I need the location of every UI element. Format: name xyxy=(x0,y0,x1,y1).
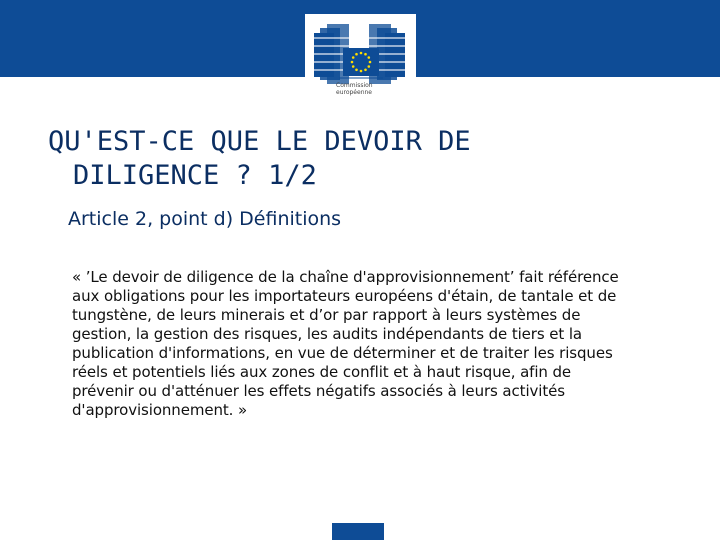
footer-bar xyxy=(332,523,384,540)
logo-text-line2: européenne xyxy=(336,89,372,96)
definition-text: « ’Le devoir de diligence de la chaîne d'approvisionnement’ fait référence aux obligations pour les importateurs européens d'étain, de tantale et de tungstène, de leurs minerais et d’or par rapport à leurs systèmes de gestion, la gestion des risques, les audits indépendants de tiers et la publication d'informations, en vue de déterminer et de traiter les risques réels et potentiels liés aux zones de conflit et à haut risque, afin de prévenir ou d'atténuer les effets négatifs associés à leurs activités d'approvisionnement. » xyxy=(72,268,619,419)
slide-subtitle: Article 2, point d) Définitions xyxy=(68,208,342,230)
slide-title-line1: QU'EST-CE QUE LE DEVOIR DE xyxy=(48,126,471,157)
logo-text-line1: Commission xyxy=(336,82,373,89)
slide-title xyxy=(48,125,688,193)
slide-title-line2: DILIGENCE ? 1/2 xyxy=(73,160,317,191)
